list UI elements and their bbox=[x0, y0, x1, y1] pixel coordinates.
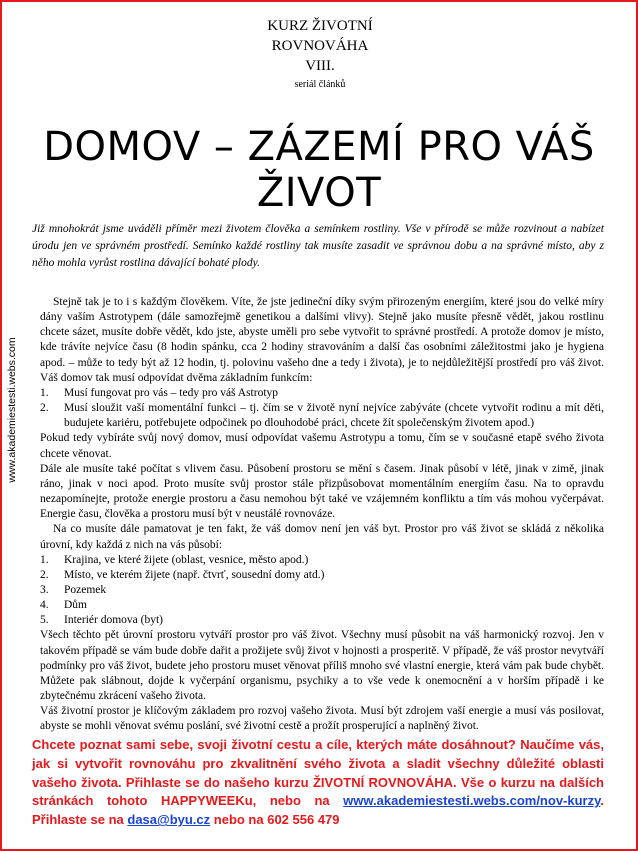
cta-text-phone: nebo na 602 556 479 bbox=[210, 812, 340, 828]
paragraph-choosing-home: Pokud tedy vybíráte svůj nový domov, musí odpovídat vašemu Astrotypu a tomu, čím se v současné etapě svého života chcete věnovat. bbox=[40, 432, 604, 460]
list-item-level bbox=[40, 613, 604, 628]
list-text: Dům bbox=[64, 599, 87, 612]
list-text: Místo, ve kterém žijete (např. čtvrť, sousední domy atd.) bbox=[64, 568, 325, 581]
list-item-level bbox=[40, 568, 604, 583]
series-title-line2: ROVNOVÁHA bbox=[271, 38, 369, 54]
article-body bbox=[40, 295, 604, 735]
course-call-to-action bbox=[32, 736, 604, 830]
series-subtitle: seriál článků bbox=[294, 79, 346, 90]
page-title bbox=[40, 124, 598, 216]
paragraph-intro-home: Stejně tak je to i s každým člověkem. Víte, že jste jedineční díky svým přirozeným energiím, které jsou do velké míry dány vaším Astrotypem (dále samozřejmě genetikou a dalšími vlivy). Stejně jako musíte přesně vědět, jakou rostlinu chcete sázet, musíte dobře vědět, kdo jste, abyste uměli pro sebe vytvořit to správné prostředí. A protože domov je místo, kde trávíte nejvíce času (8 hodin spánku, cca 2 hodiny stravováním a další čas osobními záležitostmi jako je hygiena apod. – může to tedy být až 12 hodin, tj. polovinu vašeho dne a tedy i života), je to nejdůležitější prostředí pro váš život. Váš domov tak musí odpovídat dvěma základním funkcím: bbox=[40, 296, 604, 384]
cta-text: Chcete poznat sami sebe, svoji životní cestu a cíle, kterých máte dosáhnout? Naučíme vás, jak si vytvořit rovnováhu pro zkvalitnění svého života a sladit všechny důležité oblasti vašeho života. Přihlaste se do našeho kurzu ŽIVOTNÍ ROVNOVÁHA. Vše o kurzu na dalších stránkách tohoto HAPPYWEEKu, nebo na bbox=[32, 737, 604, 809]
paragraph-time-influence: Dále ale musíte také počítat s vlivem času. Působení prostoru se mění s časem. Jinak působí v létě, jinak v zimě, jinak ráno, jinak v noci apod. Proto musíte svůj prostor stále přizpůsobovat momentálním energiím času. Na to opravdu nezapomínejte, protože energie prostoru a času nemohou být také ve vzájemném konfliktu a tím vás mohou vyčerpávat. Energie času, člověka a prostoru musí být v neustálé rovnováze. bbox=[40, 462, 604, 521]
list-text: Pozemek bbox=[64, 583, 107, 596]
page-title-line1: DOMOV – ZÁZEMÍ PRO VÁŠ bbox=[43, 124, 595, 170]
list-text: Musí sloužit vaší momentální funkci – tj. čím se v životě nyní nejvíce zabýváte (chcete vytvořit rodinu a mít děti, budujete kariéru, potřebujete odpočinek po dlouhodobé práci, chcete žít společenským životem apod.) bbox=[64, 402, 604, 430]
paragraph-levels-intro: Na co musíte dále pamatovat je ten fakt, že váš domov není jen váš byt. Prostor pro váš život se skládá z několika úrovní, kdy každá z nich na vás působí: bbox=[40, 523, 604, 551]
list-text: Krajina, ve které žijete (oblast, vesnice, město apod.) bbox=[64, 553, 309, 566]
series-number: VIII. bbox=[305, 58, 335, 74]
list-item-function bbox=[40, 401, 604, 431]
list-number: 2. bbox=[40, 568, 49, 581]
series-title-line1: KURZ ŽIVOTNÍ bbox=[267, 18, 373, 34]
side-website-text: www.akademiestesti.webs.com bbox=[6, 337, 18, 483]
list-number: 3. bbox=[40, 583, 49, 596]
page-title-line2: ŽIVOT bbox=[256, 170, 382, 216]
website-link[interactable]: www.akademiestesti.webs.com/nov-kurzy bbox=[343, 793, 601, 809]
list-number: 1. bbox=[40, 553, 49, 566]
list-number: 5. bbox=[40, 614, 49, 627]
email-link[interactable]: dasa@byu.cz bbox=[127, 812, 211, 828]
list-item-level bbox=[40, 598, 604, 613]
list-text: Musí fungovat pro vás – tedy pro váš Astrotyp bbox=[64, 386, 279, 399]
paragraph-life-space: Váš životní prostor je klíčovým základem pro rozvoj vašeho života. Musí být zdrojem vaší energie a musí vás posilovat, abyste se mohli věnovat svému poslání, své životní cestě a prožít prosperující a naplněný život. bbox=[40, 705, 604, 733]
intro-paragraph: Již mnohokrát jsme uváděli příměr mezi životem člověka a semínkem rostliny. Vše v přírodě se může rozvinout a nabízet úrodu jen ve správném prostředí. Semínko každé rostliny tak musíte zasadit ve správnou dobu a na správné místo, aby z něho mohla vyrůst rostlina dávající bohaté plody. bbox=[32, 223, 604, 269]
paragraph-five-levels: Všech těchto pět úrovní prostoru vytváří prostor pro váš život. Všechny musí působit na váš harmonický rozvoj. Jen v takovém případě se vám bude dobře dařit a prožijete svůj život v hojnosti a prosperitě. V případě, že váš prostor nevytváří podmínky pro váš život, budete jeho prostoru muset věnovat příliš mnoho své vlastní energie, která vám pak bude chybět. Můžete pak slábnout, dojde k vyčerpání organismu, psychiky a to vše vede k onemocnění a v horším případě i ke zbytečnému zkrácení vašeho života. bbox=[40, 629, 604, 703]
list-number: 2. bbox=[40, 402, 49, 415]
list-text: Interiér domova (byt) bbox=[64, 614, 163, 627]
list-number: 4. bbox=[40, 599, 49, 612]
list-item-function bbox=[40, 386, 604, 401]
list-number: 1. bbox=[40, 386, 49, 399]
series-header bbox=[255, 16, 385, 92]
list-item-level bbox=[40, 553, 604, 568]
cta-text-signup: . Přihlaste se na bbox=[32, 793, 604, 828]
list-item-level bbox=[40, 583, 604, 598]
